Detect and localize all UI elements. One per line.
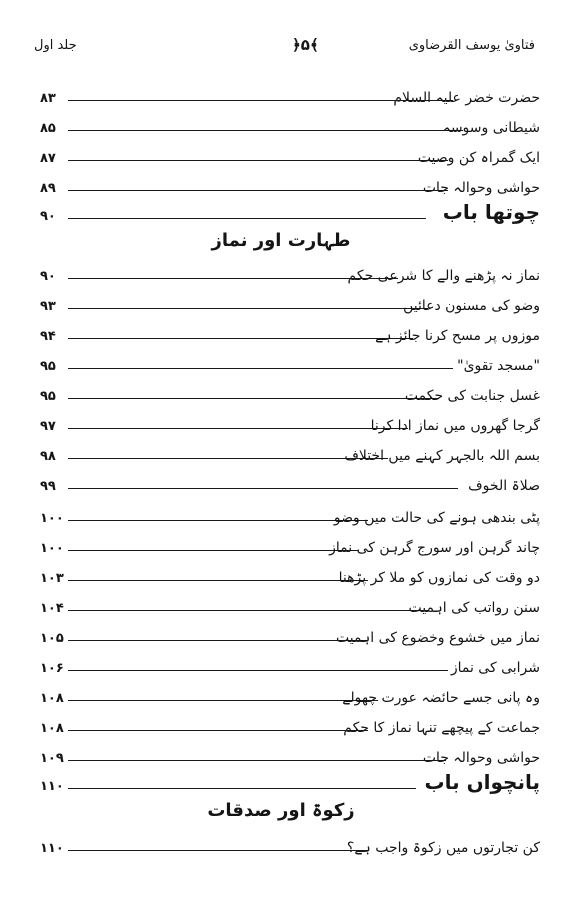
toc-page-number: ۱۰۸ [40,721,64,736]
leader-line [68,580,368,581]
toc-entry [40,560,540,588]
leader-line [68,308,428,309]
toc-entry [40,140,540,168]
toc-page-number: ۸۳ [40,91,56,106]
leader-line [68,670,448,671]
toc-title: نماز نہ پڑھنے والے کا شرعی حکم [347,268,540,284]
leader-line [68,610,428,611]
leader-line [68,788,416,789]
toc-page-number: ۱۰۵ [40,631,64,646]
toc-page-number: ۱۰۹ [40,751,64,766]
toc-title: نماز میں خشوع وخضوع کی اہمیت [335,630,540,646]
toc-entry [40,80,540,108]
toc-page-number: ۹۵ [40,359,56,374]
leader-line [68,550,358,551]
toc-title: صلاۃ الخوف [468,478,540,494]
toc-entry [40,408,540,436]
toc-title: وہ پانی جسے حائضہ عورت چھولے [342,690,540,706]
toc-page-number: ۸۷ [40,151,56,166]
book-title: فتاویٰ یوسف القرضاوی [408,38,535,53]
toc-entry [40,318,540,346]
toc-entry [40,830,540,858]
toc-title: دو وقت کی نمازوں کو ملا کر پڑھنا [338,570,540,586]
leader-line [68,730,368,731]
leader-line [68,160,448,161]
toc-page-number: ۹۸ [40,449,56,464]
toc-title: شرابی کی نماز [450,660,540,676]
toc-page-number: ۱۰۸ [40,691,64,706]
leader-line [68,368,453,369]
toc-title: ایک گمراہ کن وصیت [417,150,540,166]
toc-page-number: ۹۳ [40,299,56,314]
leader-line [68,640,368,641]
toc-title: حضرت خضر علیہ السلام [393,90,540,106]
leader-line [68,760,446,761]
toc-title: کن تجارتوں میں زکوۃ واجب ہے؟ [346,840,540,856]
toc-page-number: ۱۱۰ [40,779,64,794]
toc-page-number: ۱۰۶ [40,661,64,676]
toc-page-number: ۹۵ [40,389,56,404]
toc-page-number: ۹۴ [40,329,56,344]
toc-entry [40,348,540,376]
toc-title: حواشی وحوالہ جات [422,750,540,766]
toc-title: پٹی بندھی ہونے کی حالت میں وضو [333,510,540,526]
toc-chapter-entry [40,768,540,796]
toc-title: شیطانی وسوسہ [442,120,540,136]
toc-title: حواشی وحوالہ جات [422,180,540,196]
toc-entry [40,468,540,496]
toc-page-number: ۹۰ [40,269,56,284]
toc-page-number: ۹۹ [40,479,56,494]
toc-title: جماعت کے پیچھے تنہا نماز کا حکم [343,720,540,736]
toc-page-number: ۹۷ [40,419,56,434]
toc-page-number: ۱۱۰ [40,841,64,856]
toc-chapter-entry [40,198,540,226]
toc-title: موزوں پر مسح کرنا جائز ہے [375,328,540,344]
toc-title: سنن رواتب کی اہمیت [408,600,540,616]
toc-page-number: ۹۰ [40,209,56,224]
leader-line [68,700,378,701]
leader-line [68,190,448,191]
volume-label: جلد اول [34,38,77,53]
toc-entry [40,170,540,198]
leader-line [68,398,438,399]
leader-line [68,850,368,851]
section-heading-zakat: زکوۃ اور صدقات [207,800,355,821]
toc-page-number: ۸۹ [40,181,56,196]
toc-entry [40,650,540,678]
toc-title: غسل جنابت کی حکمت [404,388,540,404]
toc-title: بسم اللہ بالجہر کہنے میں اختلاف [344,448,540,464]
toc-entry [40,110,540,138]
toc-entry [40,378,540,406]
page-number-value: ۵ [300,36,310,54]
leader-line [68,458,388,459]
toc-entry [40,500,540,528]
section-heading-taharat: طہارت اور نماز [211,230,351,251]
leader-line [68,338,413,339]
toc-title: وضو کی مسنون دعائیں [403,298,540,314]
page-number: ﴿۵﴾ [292,36,319,54]
toc-entry [40,288,540,316]
toc-page-number: ۱۰۴ [40,601,64,616]
leader-line [68,218,426,219]
toc-page-number: ۱۰۰ [40,511,64,526]
leader-line [68,488,458,489]
toc-title: چاند گرہن اور سورج گرہن کی نماز [329,540,540,556]
toc-page-number: ۱۰۳ [40,571,64,586]
toc-entry [40,530,540,558]
toc-title: گرجا گھروں میں نماز ادا کرنا [370,418,540,434]
leader-line [68,130,463,131]
toc-chapter-title: چوتھا باب [442,200,540,224]
toc-entry [40,590,540,618]
toc-title: "مسجد تقویٰ" [457,358,540,374]
toc-page-number: ۱۰۰ [40,541,64,556]
leader-line [68,520,368,521]
toc-entry [40,680,540,708]
toc-chapter-title: پانچواں باب [424,770,540,794]
toc-entry [40,438,540,466]
toc-page-number: ۸۵ [40,121,56,136]
leader-line [68,428,408,429]
toc-entry [40,710,540,738]
toc-entry [40,258,540,286]
toc-entry [40,740,540,768]
toc-entry [40,620,540,648]
